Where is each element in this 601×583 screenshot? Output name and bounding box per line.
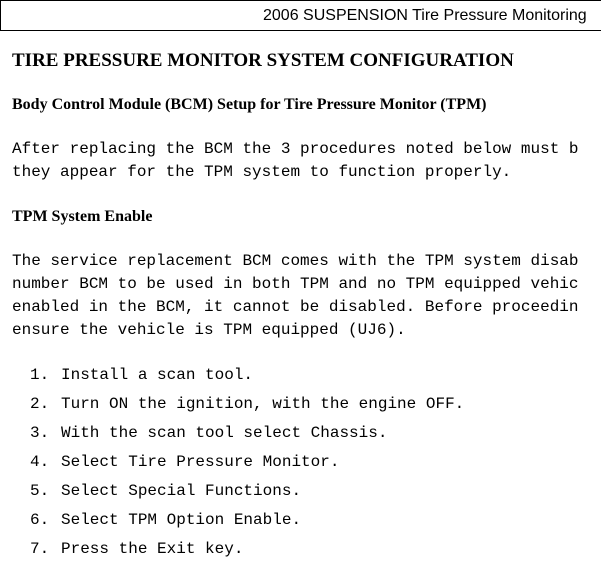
step-number: 7. [30, 540, 50, 558]
step-text: Select Tire Pressure Monitor. [61, 453, 340, 471]
document-subtitle: Body Control Module (BCM) Setup for Tire Pressure Monitor (TPM) [12, 96, 487, 113]
document-title: TIRE PRESSURE MONITOR SYSTEM CONFIGURATION [12, 50, 514, 71]
list-item [30, 480, 464, 509]
list-item [30, 393, 464, 422]
step-text: Select Special Functions. [61, 482, 302, 500]
page-header-bar [0, 0, 601, 31]
intro-line: they appear for the TPM system to function properly. [12, 163, 512, 181]
step-text: With the scan tool select Chassis. [61, 424, 388, 442]
list-item [30, 538, 464, 567]
step-text: Press the Exit key. [61, 540, 244, 558]
step-number: 4. [30, 453, 50, 471]
intro-paragraph [12, 138, 579, 184]
step-text: Turn ON the ignition, with the engine OFF. [61, 395, 465, 413]
step-number: 3. [30, 424, 50, 442]
section-title-tpm-enable: TPM System Enable [12, 208, 153, 225]
step-number: 2. [30, 395, 50, 413]
step-number: 5. [30, 482, 50, 500]
procedure-steps-list [30, 364, 464, 567]
section-line: number BCM to be used in both TPM and no TPM equipped vehic [12, 275, 579, 293]
list-item [30, 509, 464, 538]
step-number: 6. [30, 511, 50, 529]
list-item [30, 364, 464, 393]
step-text: Install a scan tool. [61, 366, 254, 384]
section-line: The service replacement BCM comes with the TPM system disab [12, 252, 579, 270]
list-item [30, 451, 464, 480]
section-line: enabled in the BCM, it cannot be disabled. Before proceedin [12, 298, 579, 316]
step-number: 1. [30, 366, 50, 384]
header-title: 2006 SUSPENSION Tire Pressure Monitoring [263, 7, 587, 24]
section-paragraph [12, 250, 579, 342]
step-text: Select TPM Option Enable. [61, 511, 302, 529]
list-item [30, 422, 464, 451]
intro-line: After replacing the BCM the 3 procedures noted below must b [12, 140, 579, 158]
section-line: ensure the vehicle is TPM equipped (UJ6). [12, 321, 406, 339]
